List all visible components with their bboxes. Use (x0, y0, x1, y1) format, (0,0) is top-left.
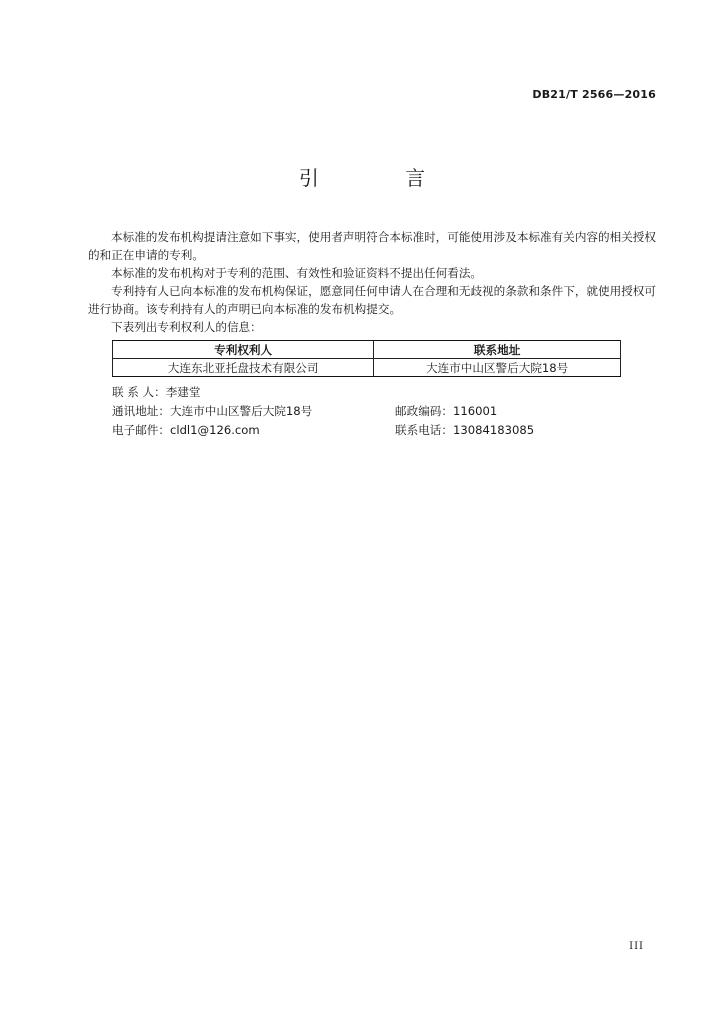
document-code: DB21/T 2566—2016 (532, 88, 656, 101)
contact-address: 通讯地址：大连市中山区警后大院18号 (112, 404, 313, 418)
contact-email: 电子邮件：cldl1@126.com (112, 423, 260, 437)
paragraph: 专利持有人已向本标准的发布机构保证，愿意同任何申请人在合理和无歧视的条款和条件下，就使用授权可进行协商。该专利持有人的声明已向本标准的发布机构提交。 (88, 284, 656, 316)
patent-holder-table (112, 340, 621, 377)
section-title: 引 言 (298, 166, 466, 190)
paragraph: 下表列出专利权利人的信息： (111, 320, 262, 334)
paragraph: 本标准的发布机构提请注意如下事实，使用者声明符合本标准时，可能使用涉及本标准有关内容的相关授权的和正在申请的专利。 (88, 230, 656, 262)
contact-person: 联 系 人：李建堂 (112, 385, 201, 399)
table-header-holder: 专利权利人 (113, 341, 374, 359)
table-row (113, 359, 621, 377)
table-header-address: 联系地址 (374, 341, 621, 359)
table-cell-holder: 大连东北亚托盘技术有限公司 (113, 359, 374, 377)
contact-phone: 联系电话：13084183085 (395, 423, 535, 437)
paragraph: 本标准的发布机构对于专利的范围、有效性和验证资料不提出任何看法。 (111, 266, 483, 280)
body-text (88, 228, 656, 336)
contact-postcode: 邮政编码：116001 (395, 404, 498, 418)
table-header-row (113, 341, 621, 359)
page-number: III (629, 941, 644, 952)
table-cell-address: 大连市中山区警后大院18号 (374, 359, 621, 377)
